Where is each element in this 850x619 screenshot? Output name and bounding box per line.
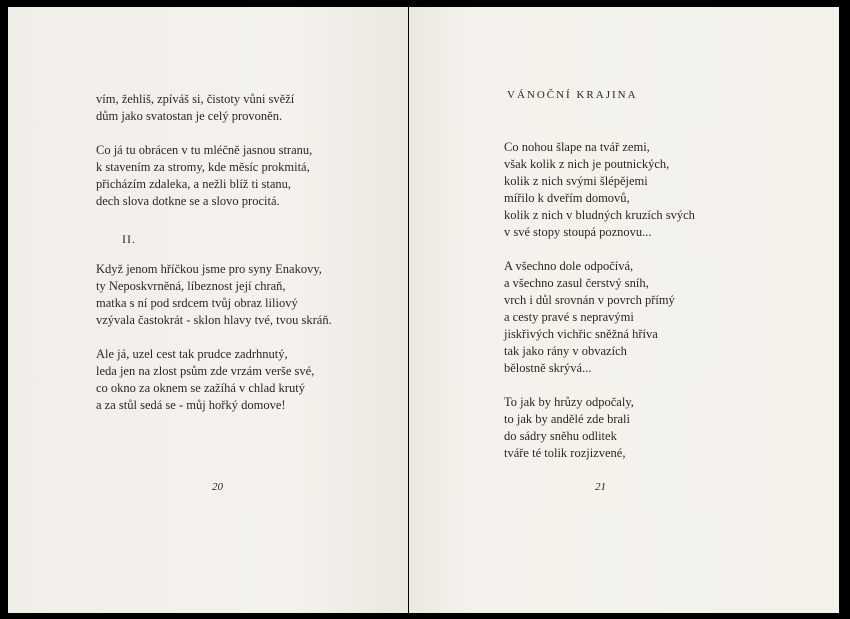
verse-line: k stavením za stromy, kde měsíc prokmitá, bbox=[96, 160, 310, 174]
verse-line: do sádry sněhu odlitek bbox=[504, 429, 617, 443]
verse-line: kolik z nich v bludných kruzích svých bbox=[504, 208, 695, 222]
verse-line: bělostně skrývá... bbox=[504, 361, 592, 375]
verse-line: mířilo k dveřím domovů, bbox=[504, 191, 630, 205]
verse-line: však kolik z nich je poutnických, bbox=[504, 157, 670, 171]
verse-line: ty Neposkvrněná, líbeznost její chraň, bbox=[96, 279, 286, 293]
stanza bbox=[96, 346, 332, 414]
verse-line: A všechno dole odpočívá, bbox=[504, 259, 634, 273]
verse-line: matka s ní pod srdcem tvůj obraz liliový bbox=[96, 296, 298, 310]
verse-line: a všechno zasul čerstvý sníh, bbox=[504, 276, 649, 290]
poem-title: VÁNOČNÍ KRAJINA bbox=[507, 89, 638, 101]
stanza bbox=[96, 142, 312, 210]
stanza bbox=[504, 258, 695, 377]
verse-line: Co nohou šlape na tvář zemi, bbox=[504, 140, 650, 154]
stanza bbox=[504, 394, 695, 462]
verse-line: Ale já, uzel cest tak prudce zadrhnutý, bbox=[96, 347, 288, 361]
verse-line: vzývala častokrát - sklon hlavy tvé, tvou skráň. bbox=[96, 313, 332, 327]
verse-line: dech slova dotkne se a slovo procitá. bbox=[96, 194, 280, 208]
left-page bbox=[8, 7, 408, 613]
left-poem-bottom bbox=[96, 261, 332, 431]
verse-line: jiskřivých vichřic sněžná hříva bbox=[504, 327, 658, 341]
page-number: 20 bbox=[212, 481, 223, 493]
right-poem bbox=[504, 139, 695, 479]
verse-line: To jak by hrůzy odpočaly, bbox=[504, 395, 634, 409]
verse-line: a cesty pravé s nepravými bbox=[504, 310, 634, 324]
left-poem-top bbox=[96, 91, 312, 227]
verse-line: vím, žehliš, zpíváš si, čistoty vůni svěží bbox=[96, 92, 295, 106]
verse-line: přicházím zdaleka, a nežli blíž ti stanu, bbox=[96, 177, 292, 191]
verse-line: Co já tu obrácen v tu mléčně jasnou stranu, bbox=[96, 143, 313, 157]
page-number: 21 bbox=[595, 481, 606, 493]
stanza bbox=[96, 261, 332, 329]
section-number: II. bbox=[122, 232, 136, 246]
verse-line: vrch i důl srovnán v povrch přímý bbox=[504, 293, 675, 307]
stanza bbox=[96, 91, 312, 125]
verse-line: leda jen na zlost psům zde vrzám verše své, bbox=[96, 364, 315, 378]
verse-line: dům jako svatostan je celý provoněn. bbox=[96, 109, 283, 123]
stanza bbox=[504, 139, 695, 241]
verse-line: kolik z nich svými šlépějemi bbox=[504, 174, 648, 188]
verse-line: a za stůl sedá se - můj hořký domove! bbox=[96, 398, 286, 412]
verse-line: tváře té tolik rozjizvené, bbox=[504, 446, 626, 460]
verse-line: Když jenom hříčkou jsme pro syny Enakovy, bbox=[96, 262, 322, 276]
verse-line: tak jako rány v obvazích bbox=[504, 344, 627, 358]
verse-line: co okno za oknem se zažíhá v chlad krutý bbox=[96, 381, 305, 395]
verse-line: v své stopy stoupá poznovu... bbox=[504, 225, 652, 239]
verse-line: to jak by andělé zde brali bbox=[504, 412, 630, 426]
right-page bbox=[409, 7, 839, 613]
